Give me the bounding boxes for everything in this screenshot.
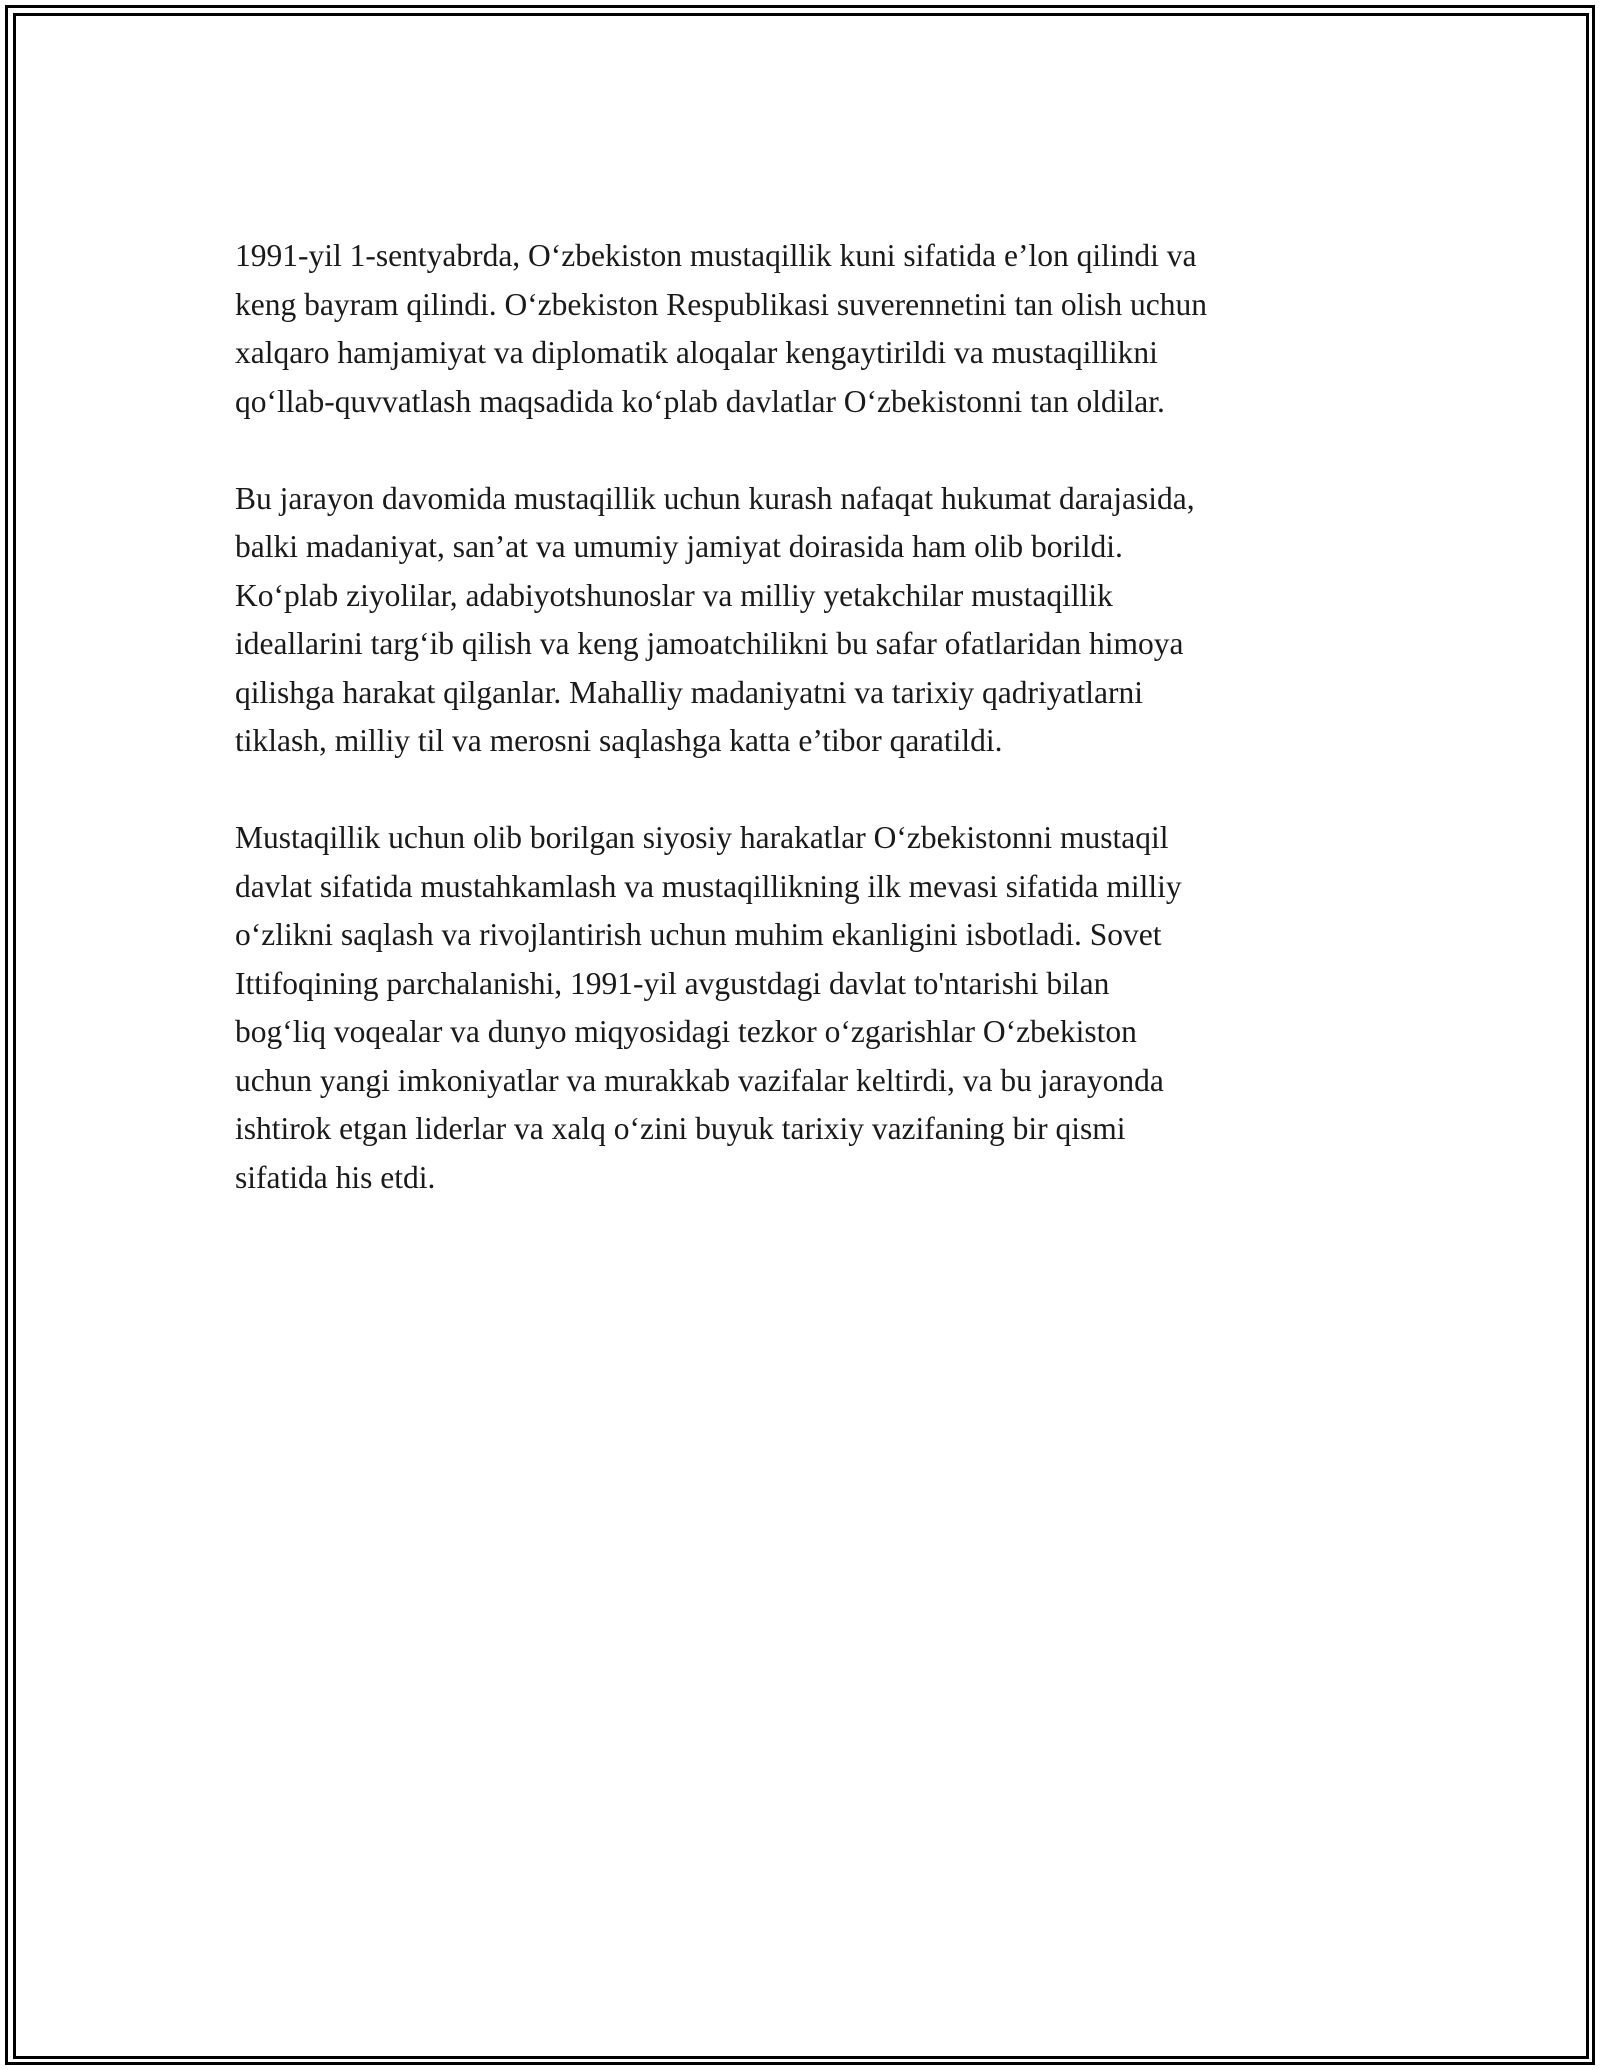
text-line: Ittifoqining parchalanishi, 1991-yil avgustdagi davlat to'ntarishi bilan <box>235 965 1110 1001</box>
text-line: balki madaniyat, san’at va umumiy jamiyat doirasida ham olib borildi. <box>235 529 1123 564</box>
text-line: sifatida his etdi. <box>235 1159 436 1195</box>
text-line: xalqaro hamjamiyat va diplomatik aloqalar kengaytirildi va mustaqillikni <box>235 335 1158 370</box>
paragraph-1 <box>235 232 1380 426</box>
text-line: ishtirok etgan liderlar va xalq o‘zini buyuk tarixiy vazifaning bir qismi <box>235 1111 1126 1146</box>
text-line: davlat sifatida mustahkamlash va mustaqillikning ilk mevasi sifatida milliy <box>235 868 1182 904</box>
text-line: bog‘liq voqealar va dunyo miqyosidagi tezkor o‘zgarishlar O‘zbekiston <box>235 1014 1137 1049</box>
text-line: uchun yangi imkoniyatlar va murakkab vazifalar keltirdi, va bu jarayonda <box>235 1062 1164 1098</box>
text-line: Bu jarayon davomida mustaqillik uchun kurash nafaqat hukumat darajasida, <box>235 480 1195 516</box>
text-line: qilishga harakat qilganlar. Mahalliy madaniyatni va tarixiy qadriyatlarni <box>235 674 1143 710</box>
text-line: Mustaqillik uchun olib borilgan siyosiy harakatlar O‘zbekistonni mustaqil <box>235 820 1169 855</box>
document-body <box>235 232 1380 1251</box>
text-line: tiklash, milliy til va merosni saqlashga katta e’tibor qaratildi. <box>235 723 1003 758</box>
text-line: ideallarini targ‘ib qilish va keng jamoatchilikni bu safar ofatlaridan himoya <box>235 626 1184 661</box>
paragraph-2 <box>235 475 1380 766</box>
paragraph-3 <box>235 814 1380 1202</box>
text-line: 1991-yil 1-sentyabrda, O‘zbekiston mustaqillik kuni sifatida e’lon qilindi va <box>235 238 1197 273</box>
text-line: o‘zlikni saqlash va rivojlantirish uchun muhim ekanligini isbotladi. Sovet <box>235 917 1162 952</box>
text-line: qo‘llab-quvvatlash maqsadida ko‘plab davlatlar O‘zbekistonni tan oldilar. <box>235 383 1165 419</box>
text-line: keng bayram qilindi. O‘zbekiston Respublikasi suverennetini tan olish uchun <box>235 286 1207 322</box>
text-line: Ko‘plab ziyolilar, adabiyotshunoslar va milliy yetakchilar mustaqillik <box>235 577 1113 613</box>
